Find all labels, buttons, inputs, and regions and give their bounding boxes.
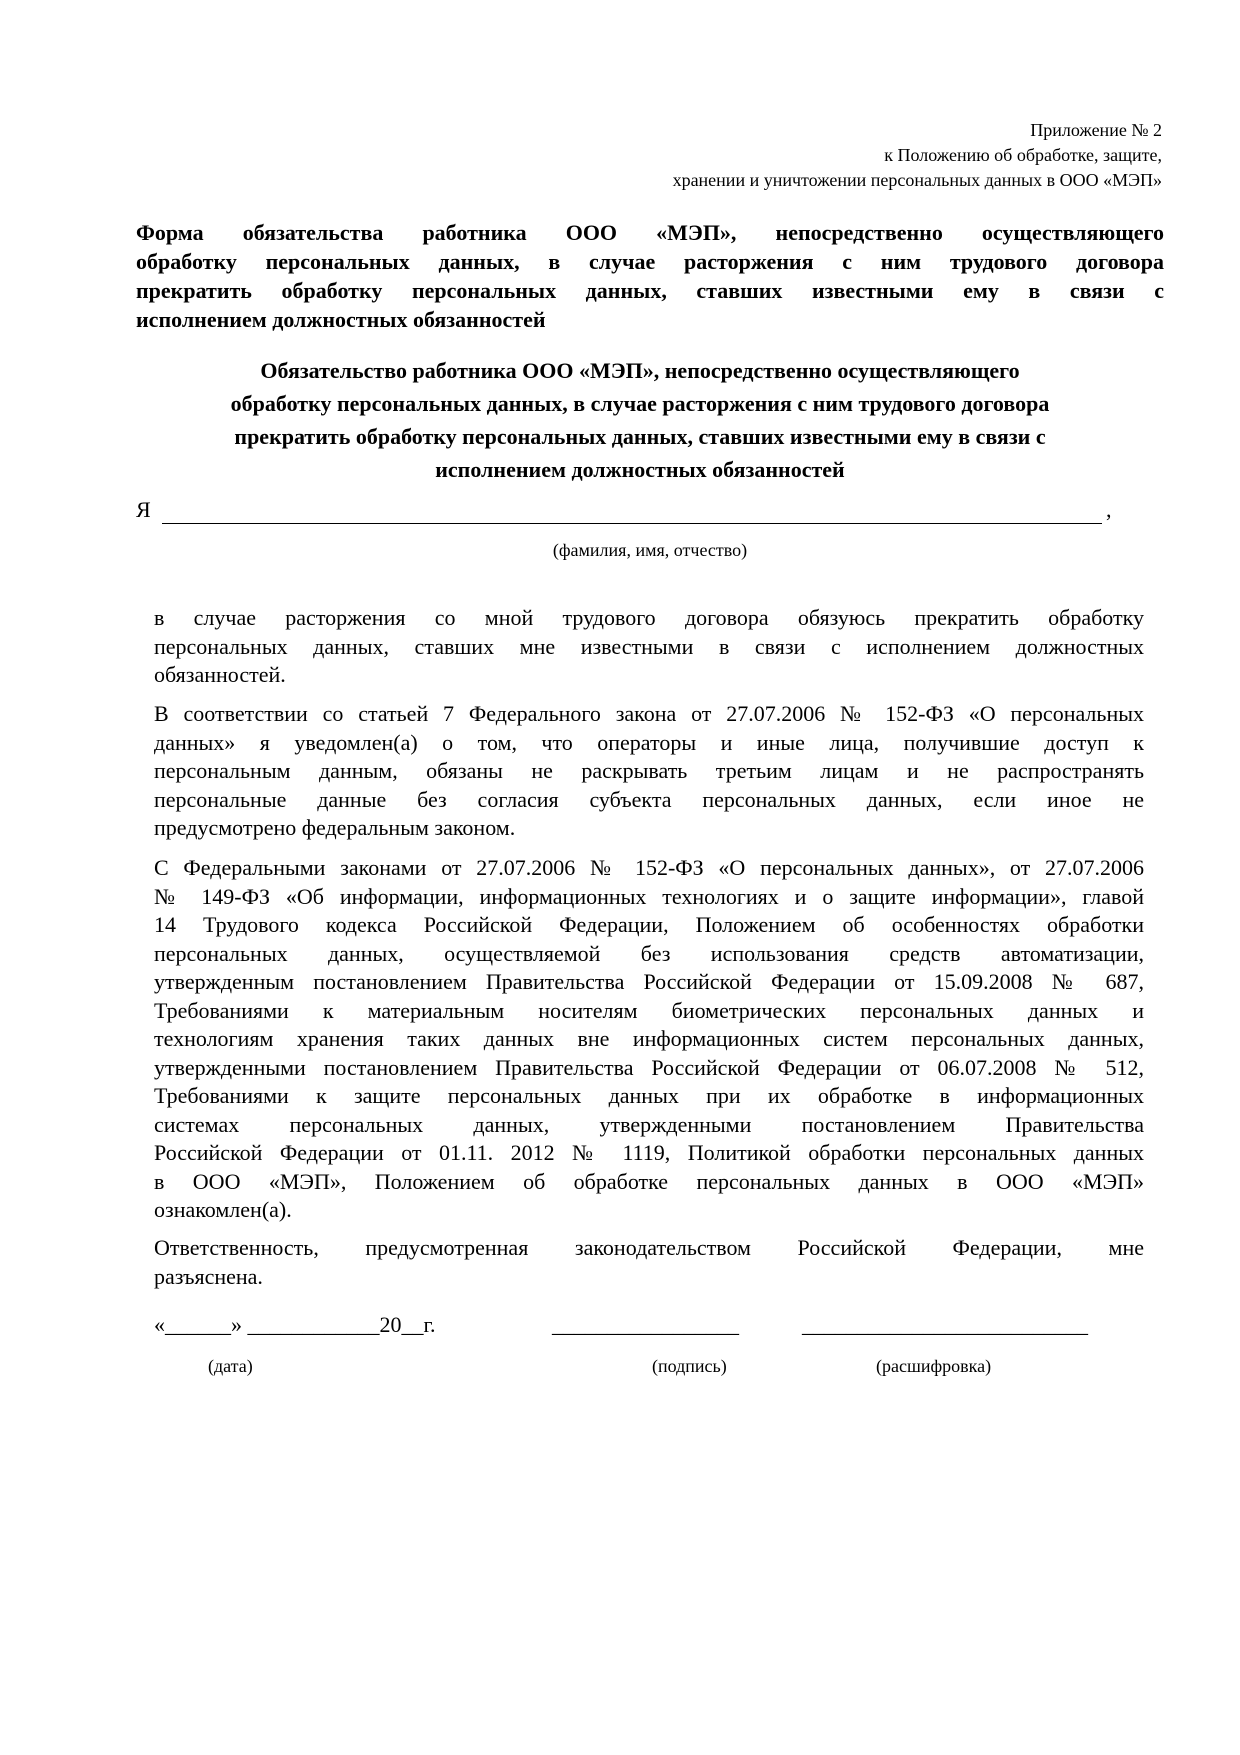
document-title-line: Обязательство работника ООО «МЭП», непосредственно осуществляющего [260, 358, 1020, 383]
text-line: персональные данные без согласия субъекта персональных данных, если иное не [154, 786, 1144, 812]
text-line: предусмотрено федеральным законом. [154, 815, 516, 840]
text-line: Требованиями к защите персональных данных при их обработке в информационных [154, 1083, 1144, 1108]
text-line: разъяснена. [154, 1263, 263, 1289]
document-title-line: исполнением должностных обязанностей [435, 457, 845, 482]
fio-row [136, 497, 1136, 527]
paragraph-notification [154, 700, 1144, 843]
text-line: обязанностей. [154, 662, 286, 687]
text-line: ознакомлен(а). [154, 1197, 292, 1222]
document-title [160, 354, 1120, 486]
decoding-field[interactable]: __________________________ [802, 1312, 1088, 1337]
text-line: 14 Трудового кодекса Российской Федерации, Положением об особенностях обработки [154, 912, 1144, 937]
text-line: персональным данным, обязаны не раскрывать третьим лицам и не распространять [154, 758, 1144, 783]
text-line: С Федеральными законами от 27.07.2006 № 152-ФЗ «О персональных данных», от 27.07.2006 [154, 855, 1144, 880]
appendix-reference [673, 118, 1162, 193]
text-line: утвержденным постановлением Правительства Российской Федерации от 15.09.2008 № 687, [154, 969, 1144, 994]
signature-caption: (подпись) [652, 1356, 727, 1376]
decoding-caption: (расшифровка) [876, 1356, 992, 1376]
text-line: персональных данных, осуществляемой без использования средств автоматизации, [154, 940, 1144, 966]
appendix-regulation-cont: хранении и уничтожении персональных данных в ООО «МЭП» [672, 170, 1162, 190]
date-caption: (дата) [208, 1356, 253, 1376]
text-line: Российской Федерации от 01.11. 2012 № 1119, Политикой обработки персональных данных [154, 1140, 1144, 1165]
text-line: технологиям хранения таких данных вне информационных систем персональных данных, [154, 1026, 1144, 1051]
form-title-line: исполнением должностных обязанностей [136, 307, 546, 332]
document-title-line: обработку персональных данных, в случае расторжения с ним трудового договора [230, 391, 1050, 416]
document-title-line: прекратить обработку персональных данных, ставших известными ему в связи с [234, 424, 1046, 449]
form-title-line: Форма обязательства работника ООО «МЭП», непосредственно осуществляющего [136, 220, 1164, 245]
appendix-regulation: к Положению об обработке, защите, [884, 145, 1162, 165]
text-line: утвержденными постановлением Правительства Российской Федерации от 06.07.2008 № 512, [154, 1054, 1144, 1080]
form-title [136, 218, 1164, 334]
text-line: системах персональных данных, утвержденными постановлением Правительства [154, 1111, 1144, 1137]
fio-suffix: , [1106, 497, 1112, 522]
paragraph-responsibility [154, 1234, 1144, 1291]
fio-caption: (фамилия, имя, отчество) [552, 540, 748, 560]
text-line: персональных данных, ставших мне известными в связи с исполнением должностных [154, 633, 1144, 659]
text-line: № 149-ФЗ «Об информации, информационных технологиях и о защите информации», главой [154, 883, 1144, 909]
form-title-line: обработку персональных данных, в случае расторжения с ним трудового договора [136, 249, 1164, 274]
signature-row [154, 1312, 1144, 1344]
text-line: в ООО «МЭП», Положением об обработке персональных данных в ООО «МЭП» [154, 1168, 1144, 1194]
date-field[interactable]: «______» ____________20__г. [154, 1312, 436, 1337]
text-line: В соответствии со статьей 7 Федерального закона от 27.07.2006 № 152-ФЗ «О персональных [154, 701, 1144, 726]
text-line: Требованиями к материальным носителям биометрических персональных данных и [154, 997, 1144, 1023]
appendix-number: Приложение № 2 [1030, 120, 1162, 140]
signature-field[interactable]: _________________ [552, 1312, 739, 1337]
fio-prefix: Я [136, 497, 151, 522]
paragraph-obligation [154, 604, 1144, 690]
text-line: Ответственность, предусмотренная законодательством Российской Федерации, мне [154, 1235, 1144, 1260]
form-title-line: прекратить обработку персональных данных, ставших известными ему в связи с [136, 278, 1164, 303]
paragraph-acquainted [154, 854, 1144, 1225]
fio-input-line[interactable] [162, 523, 1102, 524]
text-line: в случае расторжения со мной трудового договора обязуюсь прекратить обработку [154, 605, 1144, 630]
text-line: данных» я уведомлен(а) о том, что операторы и иные лица, получившие доступ к [154, 729, 1144, 755]
